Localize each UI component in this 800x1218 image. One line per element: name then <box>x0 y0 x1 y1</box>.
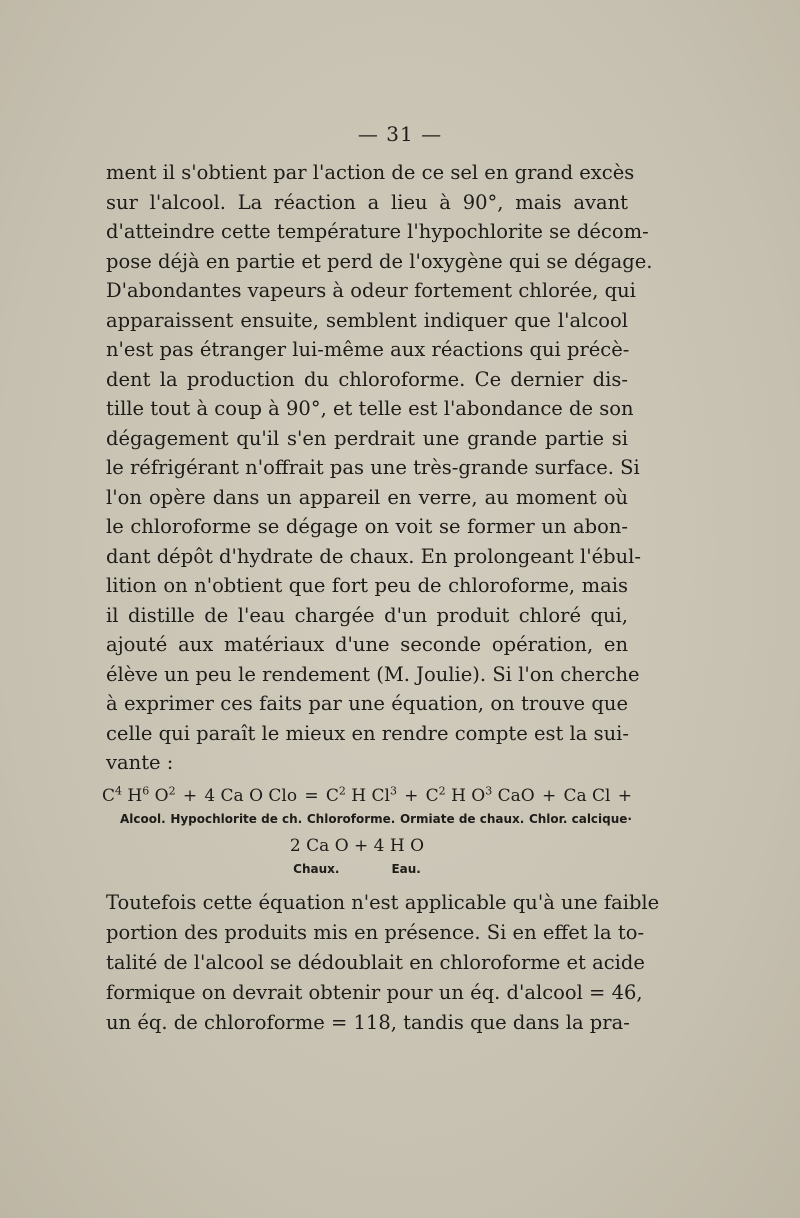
legend-label: Chloroforme. <box>306 812 396 826</box>
text-line: dégagement qu'il s'en perdrait une grande partie si <box>106 426 628 450</box>
text-line: élève un peu le rendement (M. Joulie). Si l'on cherche <box>106 662 640 686</box>
text-line: dant dépôt d'hydrate de chaux. En prolongeant l'ébul- <box>106 544 642 568</box>
equation-line-2-text: 2 Ca O + 4 H O <box>289 836 425 856</box>
plus-sign: + <box>617 786 632 806</box>
text-line: à exprimer ces faits par une équation, on trouve que <box>106 692 628 715</box>
text-line: lition on n'obtient que fort peu de chloroforme, mais <box>106 574 628 597</box>
equation-legend-2 <box>102 862 632 876</box>
text-line: ment il s'obtient par l'action de ce sel en grand excès <box>106 161 635 184</box>
equation-legend-1 <box>102 812 632 826</box>
text-line: D'abondantes vapeurs à odeur fortement chlorée, qui <box>106 279 636 302</box>
text-line: ajouté aux matériaux d'une seconde opération, en <box>106 633 628 656</box>
legend-label: Hypochlorite de ch. <box>170 812 303 826</box>
equation-line-2 <box>102 836 632 856</box>
text-line: tille tout à coup à 90°, et telle est l'abondance de son <box>106 397 634 420</box>
text-line: celle qui paraît le mieux en rendre compte est la sui- <box>106 721 629 745</box>
text-line: il distille de l'eau chargée d'un produit chloré qui, <box>106 603 628 627</box>
plus-sign: + <box>541 786 557 806</box>
legend-label: Chaux. <box>293 862 340 876</box>
formate-formula: $C^2$ H $O^3$ CaO <box>425 784 535 806</box>
equals-sign: = <box>304 786 319 806</box>
chloroform-formula: $C^2$ H Cl$^3$ <box>325 784 397 806</box>
text-line: Toutefois cette équation n'est applicable qu'à une faible <box>106 891 660 914</box>
text-line: formique on devrait obtenir pour un éq. d'alcool = 46, <box>106 981 643 1004</box>
text-line: apparaissent ensuite, semblent indiquer que l'alcool <box>106 308 628 332</box>
text-line: le chloroforme se dégage on voit se former un abon- <box>106 515 628 538</box>
text-line: dent la production du chloroforme. Ce dernier dis- <box>106 367 628 391</box>
text-line: le réfrigérant n'offrait pas une très-grande surface. Si <box>106 456 640 479</box>
equation-line-1 <box>102 786 632 806</box>
text-line: n'est pas étranger lui-même aux réactions qui précè- <box>106 338 630 361</box>
legend-label: Chlor. calcique· <box>528 812 632 826</box>
text-line: pose déjà en partie et perd de l'oxygène qui se dégage. <box>106 249 653 273</box>
plus-sign: + <box>182 786 198 806</box>
paragraph-2 <box>106 888 660 1038</box>
text-line: portion des produits mis en présence. Si en effet la to- <box>106 921 645 944</box>
legend-label: Alcool. <box>120 812 166 826</box>
legend-label: Ormiate de chaux. <box>399 812 525 826</box>
text-line: sur l'alcool. La réaction a lieu à 90°, mais avant <box>106 190 628 214</box>
plus-sign: + <box>404 786 419 806</box>
text-line: un éq. de chloroforme = 118, tandis que dans la pra- <box>106 1011 630 1034</box>
page-number: — 31 — <box>357 122 443 146</box>
text-line: talité de l'alcool se dédoublait en chloroforme et acide <box>106 951 645 974</box>
text-line: l'on opère dans un appareil en verre, au moment où <box>106 485 628 509</box>
alcohol-formula: $C^4$ $H^6$ $O^2$ <box>102 784 176 806</box>
text-line: vante : <box>106 751 174 774</box>
hypochlorite-formula: 4 Ca O Clo <box>204 786 298 806</box>
chemical-equation <box>102 786 632 876</box>
paragraph-1 <box>106 158 653 778</box>
text-line: d'atteindre cette température l'hypochlorite se décom- <box>106 220 649 243</box>
calcium-chloride-formula: Ca Cl <box>563 786 611 806</box>
legend-label: Eau. <box>391 862 421 876</box>
